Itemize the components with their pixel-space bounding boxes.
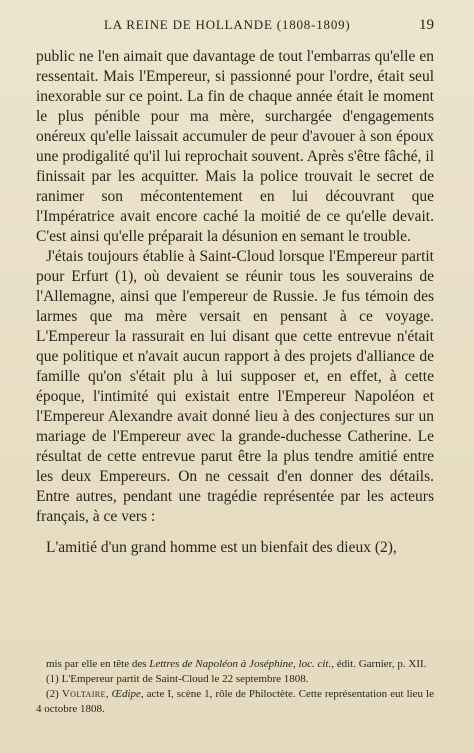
footnote-continuation-after: , édit. Garnier, p. XII. bbox=[331, 658, 427, 670]
page-number: 19 bbox=[419, 17, 434, 33]
footnote-2-comma: , bbox=[105, 688, 112, 700]
footnote-continuation-title: Lettres de Napoléon à Joséphine bbox=[149, 658, 294, 670]
footnote-continuation-comma: , bbox=[293, 658, 299, 670]
paragraph-1: public ne l'en aimait que davantage de tout l'embarras qu'elle en ressentait. Mais l'Empereur, si passionné pour l'ordre, était seul inexorable sur ce point. La fin de chaque année était le moment le plus pénible pour ma mère, surchargée d'engagements onéreux qu'elle laissait accumuler de peur d'avouer à son époux une prodigalité qu'il lui reprochait souvent. Après s'être fâché, il finissait par les acquitter. Mais la police trouvait le secret de ranimer son mécontentement en lui découvrant que l'Impératrice avait encore caché la moitié de ce qu'elle devait. C'est ainsi qu'elle préparait la désunion en semant le trouble. bbox=[36, 48, 434, 245]
footnote-1: (1) L'Empereur partit de Saint-Cloud le 22 septembre 1808. bbox=[46, 673, 309, 685]
footnote-2-marker: (2) bbox=[46, 688, 62, 700]
verse-quote: L'amitié d'un grand homme est un bienfait des dieux (2), bbox=[46, 539, 397, 556]
footnote-2 bbox=[36, 687, 434, 717]
footnote-2-author: Voltaire bbox=[61, 688, 106, 700]
footnote-2-rest: , acte I, scène 1, rôle de Philoctète. Cette représentation eut lieu le 4 octobre 1808. bbox=[36, 688, 434, 715]
running-head: LA REINE DE HOLLANDE (1808-1809) bbox=[104, 17, 351, 32]
footnote-2-work: Œdipe bbox=[111, 688, 141, 700]
page-header bbox=[36, 17, 434, 37]
footnotes bbox=[36, 657, 434, 717]
footnote-continuation bbox=[36, 657, 434, 672]
main-text bbox=[36, 47, 434, 558]
footnote-continuation-before: mis par elle en tête des bbox=[46, 658, 150, 670]
paragraph-2: J'étais toujours établie à Saint-Cloud lorsque l'Empereur partit pour Erfurt (1), où devaient se réunir tous les souverains de l'Allemagne, ainsi que l'empereur de Russie. Je fus témoin des larmes que ma mère versait en pensant à ce voyage. L'Empereur la rassurait en lui disant que cette entrevue n'était que politique et n'avait aucun rapport à des projets d'alliance de famille qu'on s'était plu à lui supposer et, en effet, à cette époque, l'intimité qui existait entre l'Empereur Napoléon et l'Empereur Alexandre avait donné lieu à des conjectures sur un mariage de l'Empereur avec la grande-duchesse Catherine. Le résultat de cette entrevue parut être la plus tendre amitié entre les deux Empereurs. On ne cessait d'en donner des détails. Entre autres, pendant une tragédie représentée par les acteurs français, à ce vers : bbox=[36, 248, 434, 525]
footnote-continuation-loc: loc. cit. bbox=[298, 658, 332, 670]
